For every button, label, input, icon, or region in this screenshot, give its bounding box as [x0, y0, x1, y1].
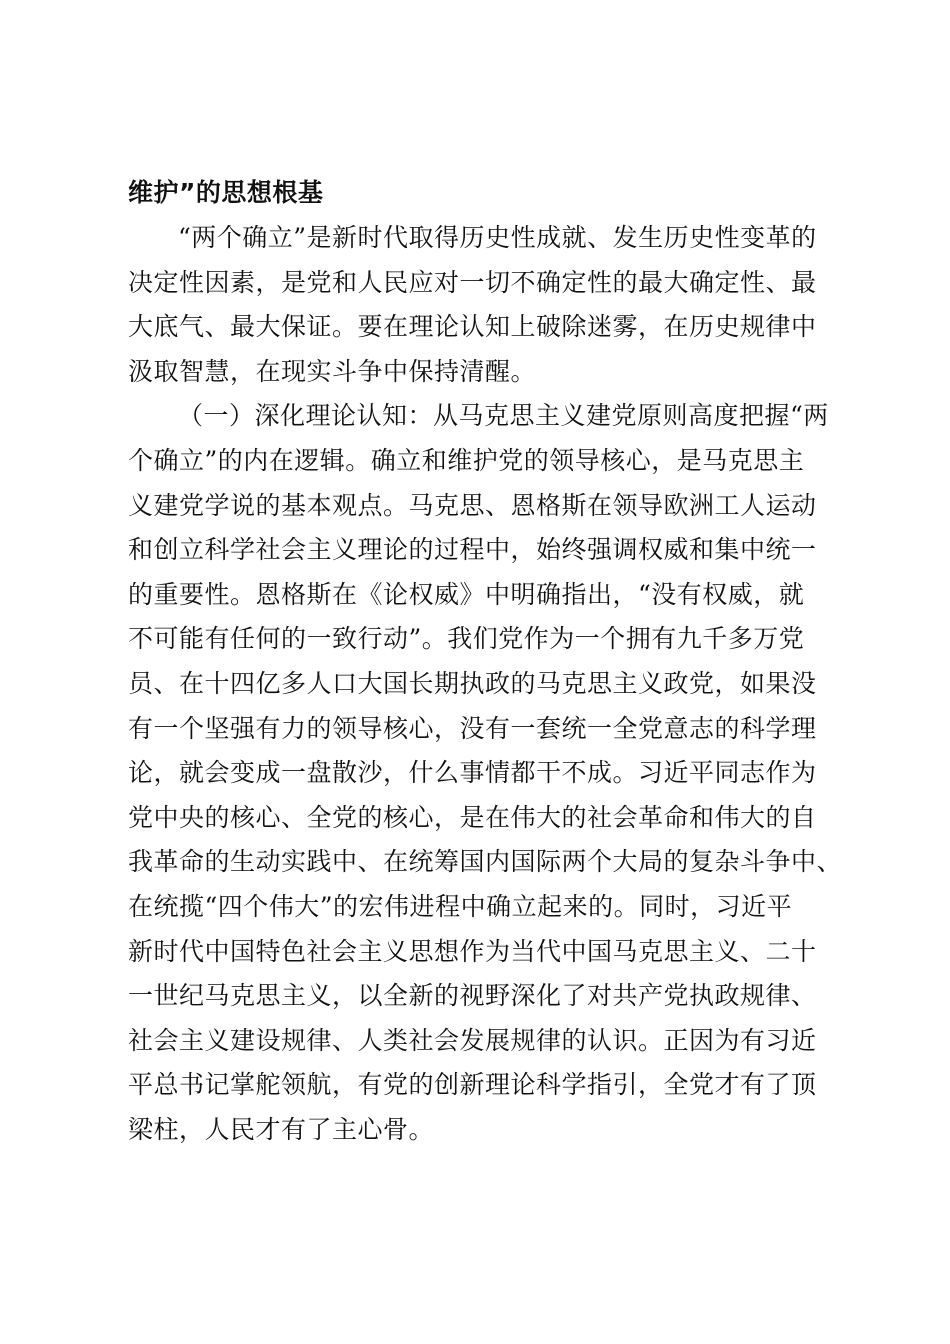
- paragraph-line: 平总书记掌舵领航，有党的创新理论科学指引，全党才有了顶: [128, 1070, 817, 1100]
- paragraph-line: 一世纪马克思主义，以全新的视野深化了对共产党执政规律、: [128, 981, 817, 1011]
- paragraph-line: 员、在十四亿多人口大国长期执政的马克思主义政党，如果没: [128, 668, 817, 698]
- section-heading-continuation: 维护”的思想根基: [128, 178, 324, 207]
- paragraph-line: 社会主义建设规律、人类社会发展规律的认识。正因为有习近: [128, 1025, 817, 1055]
- paragraph-line: 党中央的核心、全党的核心，是在伟大的社会革命和伟大的自: [128, 802, 817, 832]
- paragraph-line: 论，就会变成一盘散沙，什么事情都干不成。习近平同志作为: [128, 758, 817, 788]
- paragraph-line: 不可能有任何的一致行动”。我们党作为一个拥有九千多万党: [128, 624, 805, 654]
- paragraph-line: （一）深化理论认知：从马克思主义建党原则高度把握“两: [178, 401, 829, 431]
- paragraph-2: [128, 394, 848, 1152]
- paragraph-line: 决定性因素，是党和人民应对一切不确定性的最大确定性、最: [128, 267, 817, 297]
- paragraph-line: 梁柱，人民才有了主心骨。: [128, 1114, 435, 1144]
- paragraph-line: 我革命的生动实践中、在统筹国内国际两个大局的复杂斗争中、: [128, 847, 843, 877]
- document-body: [128, 170, 848, 1152]
- paragraph-1: [128, 216, 848, 394]
- paragraph-line: 和创立科学社会主义理论的过程中，始终强调权威和集中统一: [128, 535, 817, 565]
- paragraph-line: “两个确立”是新时代取得历史性成就、发生历史性变革的: [178, 223, 817, 252]
- paragraph-line: 的重要性。恩格斯在《论权威》中明确指出，“没有权威，就: [128, 579, 805, 609]
- paragraph-line: 大底气、最大保证。要在理论认知上破除迷雾，在历史规律中: [128, 312, 817, 342]
- paragraph-line: 有一个坚强有力的领导核心，没有一套统一全党意志的科学理: [128, 713, 817, 743]
- paragraph-line: 义建党学说的基本观点。马克思、恩格斯在领导欧洲工人运动: [128, 490, 817, 520]
- paragraph-line: 汲取智慧，在现实斗争中保持清醒。: [128, 356, 537, 386]
- paragraph-line: 个确立”的内在逻辑。确立和维护党的领导核心，是马克思主: [128, 445, 805, 475]
- paragraph-line: 在统揽“四个伟大”的宏伟进程中确立起来的。同时，习近平: [128, 891, 793, 921]
- paragraph-line: 新时代中国特色社会主义思想作为当代中国马克思主义、二十: [128, 936, 817, 966]
